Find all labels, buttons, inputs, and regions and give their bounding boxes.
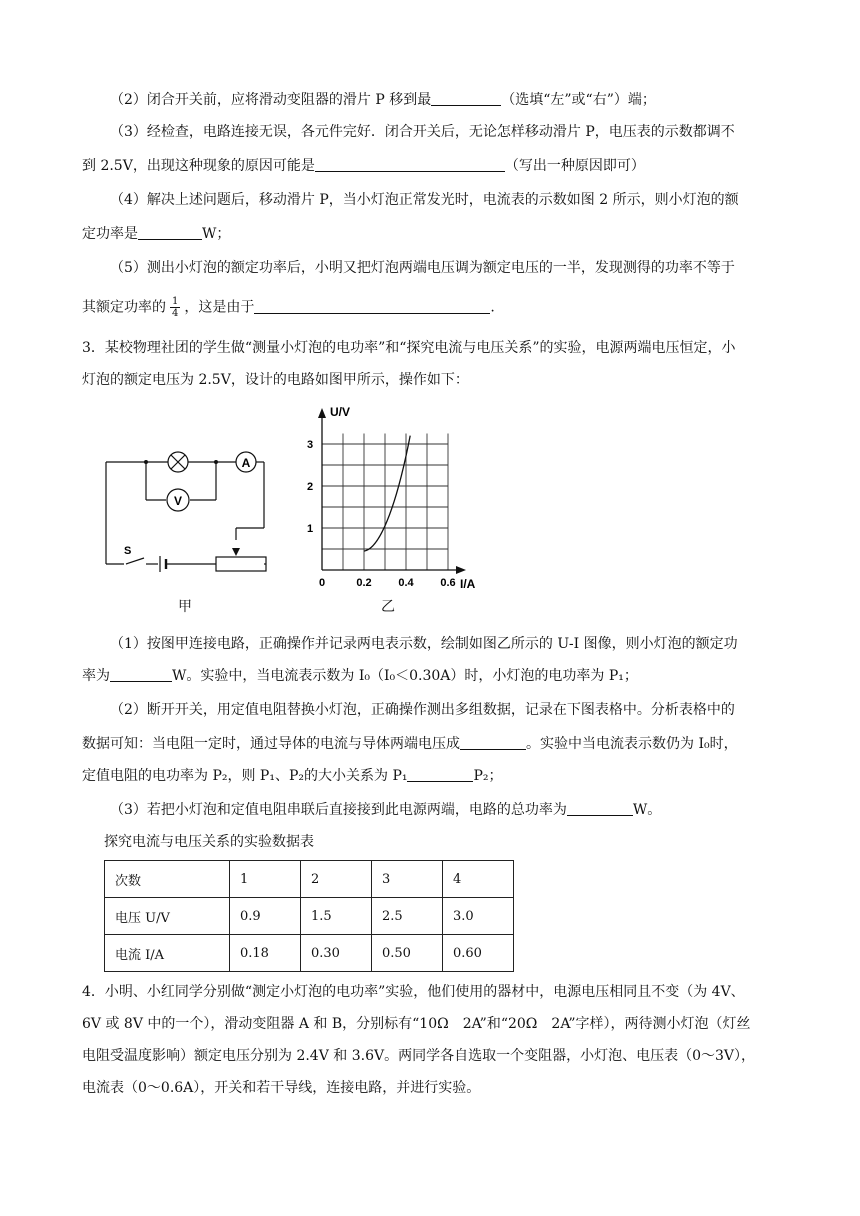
figure-yi-caption: 乙 (381, 599, 395, 615)
q3-step-3 (110, 800, 810, 820)
table-cell: 3.0 (443, 898, 514, 935)
q2-item-2-blank (431, 91, 501, 106)
q4-line3: 电阻受温度影响）额定电压分别为 2.4V 和 3.6V。两同学各自选取一个变阻器，小灯泡、电压表（0～3V）， (82, 1048, 756, 1064)
q3-step-2-text-c: 定值电阻的电功率为 P₂，则 P₁、P₂的大小关系为 P₁ (82, 768, 408, 784)
switch-label: S (124, 545, 132, 557)
y-tick-label: 2 (306, 481, 314, 493)
q2-item-5-line2 (82, 296, 782, 319)
table-cell: 电压 U/V (105, 898, 230, 935)
q2-item-3-line1: （3）经检查，电路连接无误，各元件完好．闭合开关后，无论怎样移动滑片 P，电压表的示数都调不 (110, 124, 735, 140)
q2-item-5-text-b: ，这是由于 (184, 299, 255, 316)
table-cell: 1 (230, 861, 301, 898)
q2-item-4-line1: （4）解决上述问题后，移动滑片 P，当小灯泡正常发光时，电流表的示数如图 2 所示，则小灯泡的额 (110, 192, 739, 208)
q3-step-1-text-b: W。实验中，当电流表示数为 I₀（I₀＜0.30A）时，小灯泡的电功率为 P₁； (172, 668, 638, 684)
q3-step-2-text-b: 。实验中当电流表示数仍为 I₀时， (526, 736, 738, 752)
q4-line4: 电流表（0～0.6A），开关和若干导线，连接电路，并进行实验。 (82, 1080, 481, 1096)
q3-intro-line1: 3．某校物理社团的学生做“测量小灯泡的电功率”和“探究电流与电压关系”的实验，电源两端电压恒定，小 (82, 340, 736, 356)
circuit-diagram (96, 440, 276, 580)
table-row (105, 935, 514, 972)
x-tick-label: 0.6 (440, 577, 456, 589)
q3-step-2-line1: （2）断开开关，用定值电阻替换小灯泡，正确操作测出多组数据，记录在下图表格中。分析表格中的 (110, 702, 735, 718)
x-tick-label: 0.2 (356, 577, 372, 589)
q3-step-2-line2 (82, 734, 782, 754)
q3-step-1-blank (110, 667, 172, 682)
table-cell: 2.5 (372, 898, 443, 935)
ammeter-label: A (241, 456, 251, 470)
data-table (104, 860, 514, 972)
table-cell: 0.60 (443, 935, 514, 972)
table-cell: 4 (443, 861, 514, 898)
q2-item-4-blank (138, 225, 202, 240)
y-tick-label: 1 (306, 523, 314, 535)
q4-line1: 4．小明、小红同学分别做“测定小灯泡的电功率”实验，他们使用的器材中，电源电压相同且不变（为 4V、 (82, 984, 745, 1000)
q4-line2: 6V 或 8V 中的一个），滑动变阻器 A 和 B，分别标有“10Ω 2A”和“20Ω 2A”字样），两待测小灯泡（灯丝 (82, 1016, 751, 1032)
q2-item-5-blank (254, 299, 490, 314)
figure-jia-caption: 甲 (178, 599, 192, 615)
table-cell: 1.5 (301, 898, 372, 935)
q3-step-1-text: 率为 (82, 668, 110, 684)
q2-item-3-text: 到 2.5V，出现这种现象的原因可能是 (82, 158, 315, 174)
table-cell: 0.18 (230, 935, 301, 972)
ui-graph (300, 402, 500, 592)
fraction-numerator: 1 (172, 296, 179, 307)
q2-item-2 (110, 90, 810, 110)
q2-item-2-tail: （选填“左”或“右”）端； (501, 92, 656, 108)
x-axis-label: I/A (460, 577, 476, 591)
q3-step-1-line2 (82, 666, 782, 686)
q3-step-2-text-d: P₂； (473, 768, 503, 784)
table-cell: 0.30 (301, 935, 372, 972)
q3-step-3-blank (567, 801, 633, 816)
q3-step-3-text: （3）若把小灯泡和定值电阻串联后直接接到此电源两端，电路的总功率为 (110, 802, 567, 818)
q2-item-4-line2 (82, 224, 782, 244)
table-cell: 电流 I/A (105, 935, 230, 972)
y-tick-label: 3 (306, 439, 314, 451)
q2-item-4-tail: W； (202, 226, 231, 242)
q2-item-3-line2 (82, 156, 782, 176)
q3-intro-line2: 灯泡的额定电压为 2.5V，设计的电路如图甲所示，操作如下： (82, 372, 469, 388)
table-row (105, 861, 514, 898)
q3-step-1-line1: （1）按图甲连接电路，正确操作并记录两电表示数，绘制如图乙所示的 U-I 图像，则小灯泡的额定功 (110, 636, 738, 652)
q2-item-5-text: 其额定功率的 (82, 299, 166, 316)
q2-item-3-blank (315, 157, 505, 172)
table-cell: 0.9 (230, 898, 301, 935)
ui-curve (364, 436, 410, 551)
voltmeter-label: V (173, 494, 183, 508)
q2-item-5-line1: （5）测出小灯泡的额定功率后，小明又把灯泡两端电压调为额定电压的一半，发现测得的功率不等于 (110, 260, 735, 276)
table-row (105, 898, 514, 935)
table-cell: 3 (372, 861, 443, 898)
fraction-denominator: 4 (172, 308, 179, 319)
q3-step-2-blank-1 (460, 735, 526, 750)
q3-step-2-line3 (82, 766, 782, 786)
q2-item-2-text: （2）闭合开关前，应将滑动变阻器的滑片 P 移到最 (110, 92, 432, 108)
table-cell: 0.50 (372, 935, 443, 972)
q2-item-3-tail: （写出一种原因即可） (504, 158, 645, 174)
fraction-one-quarter (170, 296, 180, 319)
table-cell: 2 (301, 861, 372, 898)
x-tick-label: 0.4 (398, 577, 414, 589)
q2-item-4-text: 定功率是 (82, 226, 138, 242)
table-cell: 次数 (105, 861, 230, 898)
x-tick-label: 0 (318, 577, 326, 589)
q3-step-2-text: 数据可知：当电阻一定时，通过导体的电流与导体两端电压成 (82, 736, 460, 752)
q3-step-2-blank-2 (407, 767, 473, 782)
table-title: 探究电流与电压关系的实验数据表 (104, 834, 314, 850)
q2-item-5-tail: . (490, 299, 495, 316)
y-axis-label: U/V (330, 405, 351, 419)
q3-step-3-tail: W。 (632, 802, 662, 818)
